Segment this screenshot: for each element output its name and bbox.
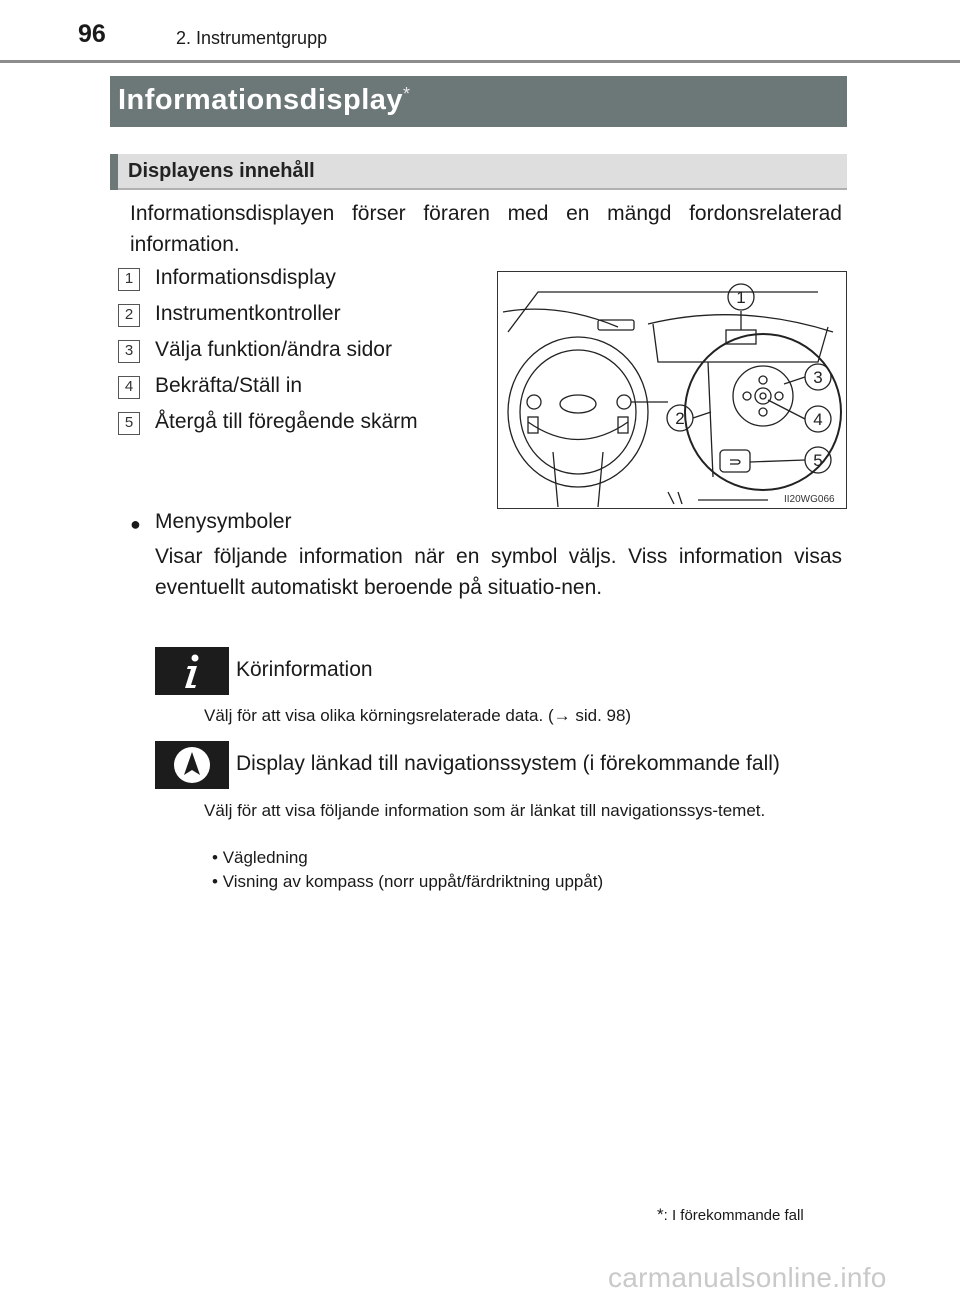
- bullet-icon: ●: [130, 514, 141, 534]
- intro-paragraph: Informationsdisplayen förser föraren med en mängd fordonsrelaterad information.: [130, 202, 842, 256]
- footnote-text: : I förekommande fall: [663, 1207, 804, 1224]
- navigation-arrow-icon: [155, 741, 229, 789]
- menu-item-description: Välj för att visa följande information som är länkat till navigationssys-temet.: [204, 801, 766, 820]
- section-title-text: Informationsdisplay: [118, 84, 404, 116]
- menu-item-label: Körinformation: [236, 658, 373, 681]
- sub-list-item-text: Vägledning: [222, 848, 308, 867]
- callout-3: 3: [813, 368, 823, 387]
- section-title-marker: *: [403, 84, 411, 104]
- figure-code: II20WG066: [784, 494, 835, 505]
- header-divider: [0, 60, 960, 63]
- footnote: [657, 1205, 804, 1225]
- list-item-label: Återgå till föregående skärm: [155, 410, 418, 433]
- list-number-4: 4: [118, 376, 140, 399]
- list-item-label: Informationsdisplay: [155, 266, 336, 289]
- section-title: [118, 84, 411, 117]
- navigation-arrow-icon-glyph: [155, 741, 229, 789]
- info-icon-glyph: [155, 647, 229, 695]
- menu-heading: Menysymboler: [155, 510, 292, 533]
- page-number: 96: [78, 20, 106, 48]
- list-item-label: Instrumentkontroller: [155, 302, 341, 325]
- list-number-1: 1: [118, 268, 140, 291]
- menu-item-label: Display länkad till navigationssystem (i förekommande fall): [236, 752, 780, 775]
- callout-2: 2: [675, 409, 685, 428]
- footnote-marker: *: [657, 1205, 664, 1224]
- list-number-3: 3: [118, 340, 140, 363]
- watermark: carmanualsonline.info: [608, 1262, 887, 1293]
- list-number-5: 5: [118, 412, 140, 435]
- list-item-label: Bekräfta/Ställ in: [155, 374, 303, 397]
- subsection-accent: [110, 154, 118, 190]
- subsection-header: [110, 154, 847, 190]
- callout-1: 1: [736, 288, 746, 307]
- chapter-title: 2. Instrumentgrupp: [176, 28, 328, 48]
- section-title-bar: [110, 76, 847, 127]
- info-icon: [155, 647, 229, 695]
- list-number-2: 2: [118, 304, 140, 327]
- sub-list-item: • Visning av kompass (norr uppåt/färdriktning uppåt): [212, 872, 604, 891]
- callout-5: 5: [813, 451, 823, 470]
- callout-4: 4: [813, 410, 823, 429]
- menu-description: Visar följande information när en symbol väljs. Viss information visas eventuellt automatiskt beroende på situatio-nen.: [155, 545, 842, 599]
- sub-list-item: • Vägledning: [212, 848, 308, 867]
- sub-list-item-text: Visning av kompass (norr uppåt/färdriktning uppåt): [222, 872, 604, 891]
- list-item-label: Välja funktion/ändra sidor: [155, 338, 392, 361]
- dashboard-illustration: [497, 271, 847, 509]
- dashboard-drawing: [498, 272, 846, 508]
- subsection-title: Displayens innehåll: [128, 160, 315, 182]
- menu-item-description: Välj för att visa olika körningsrelaterade data. (→ sid. 98): [204, 706, 632, 725]
